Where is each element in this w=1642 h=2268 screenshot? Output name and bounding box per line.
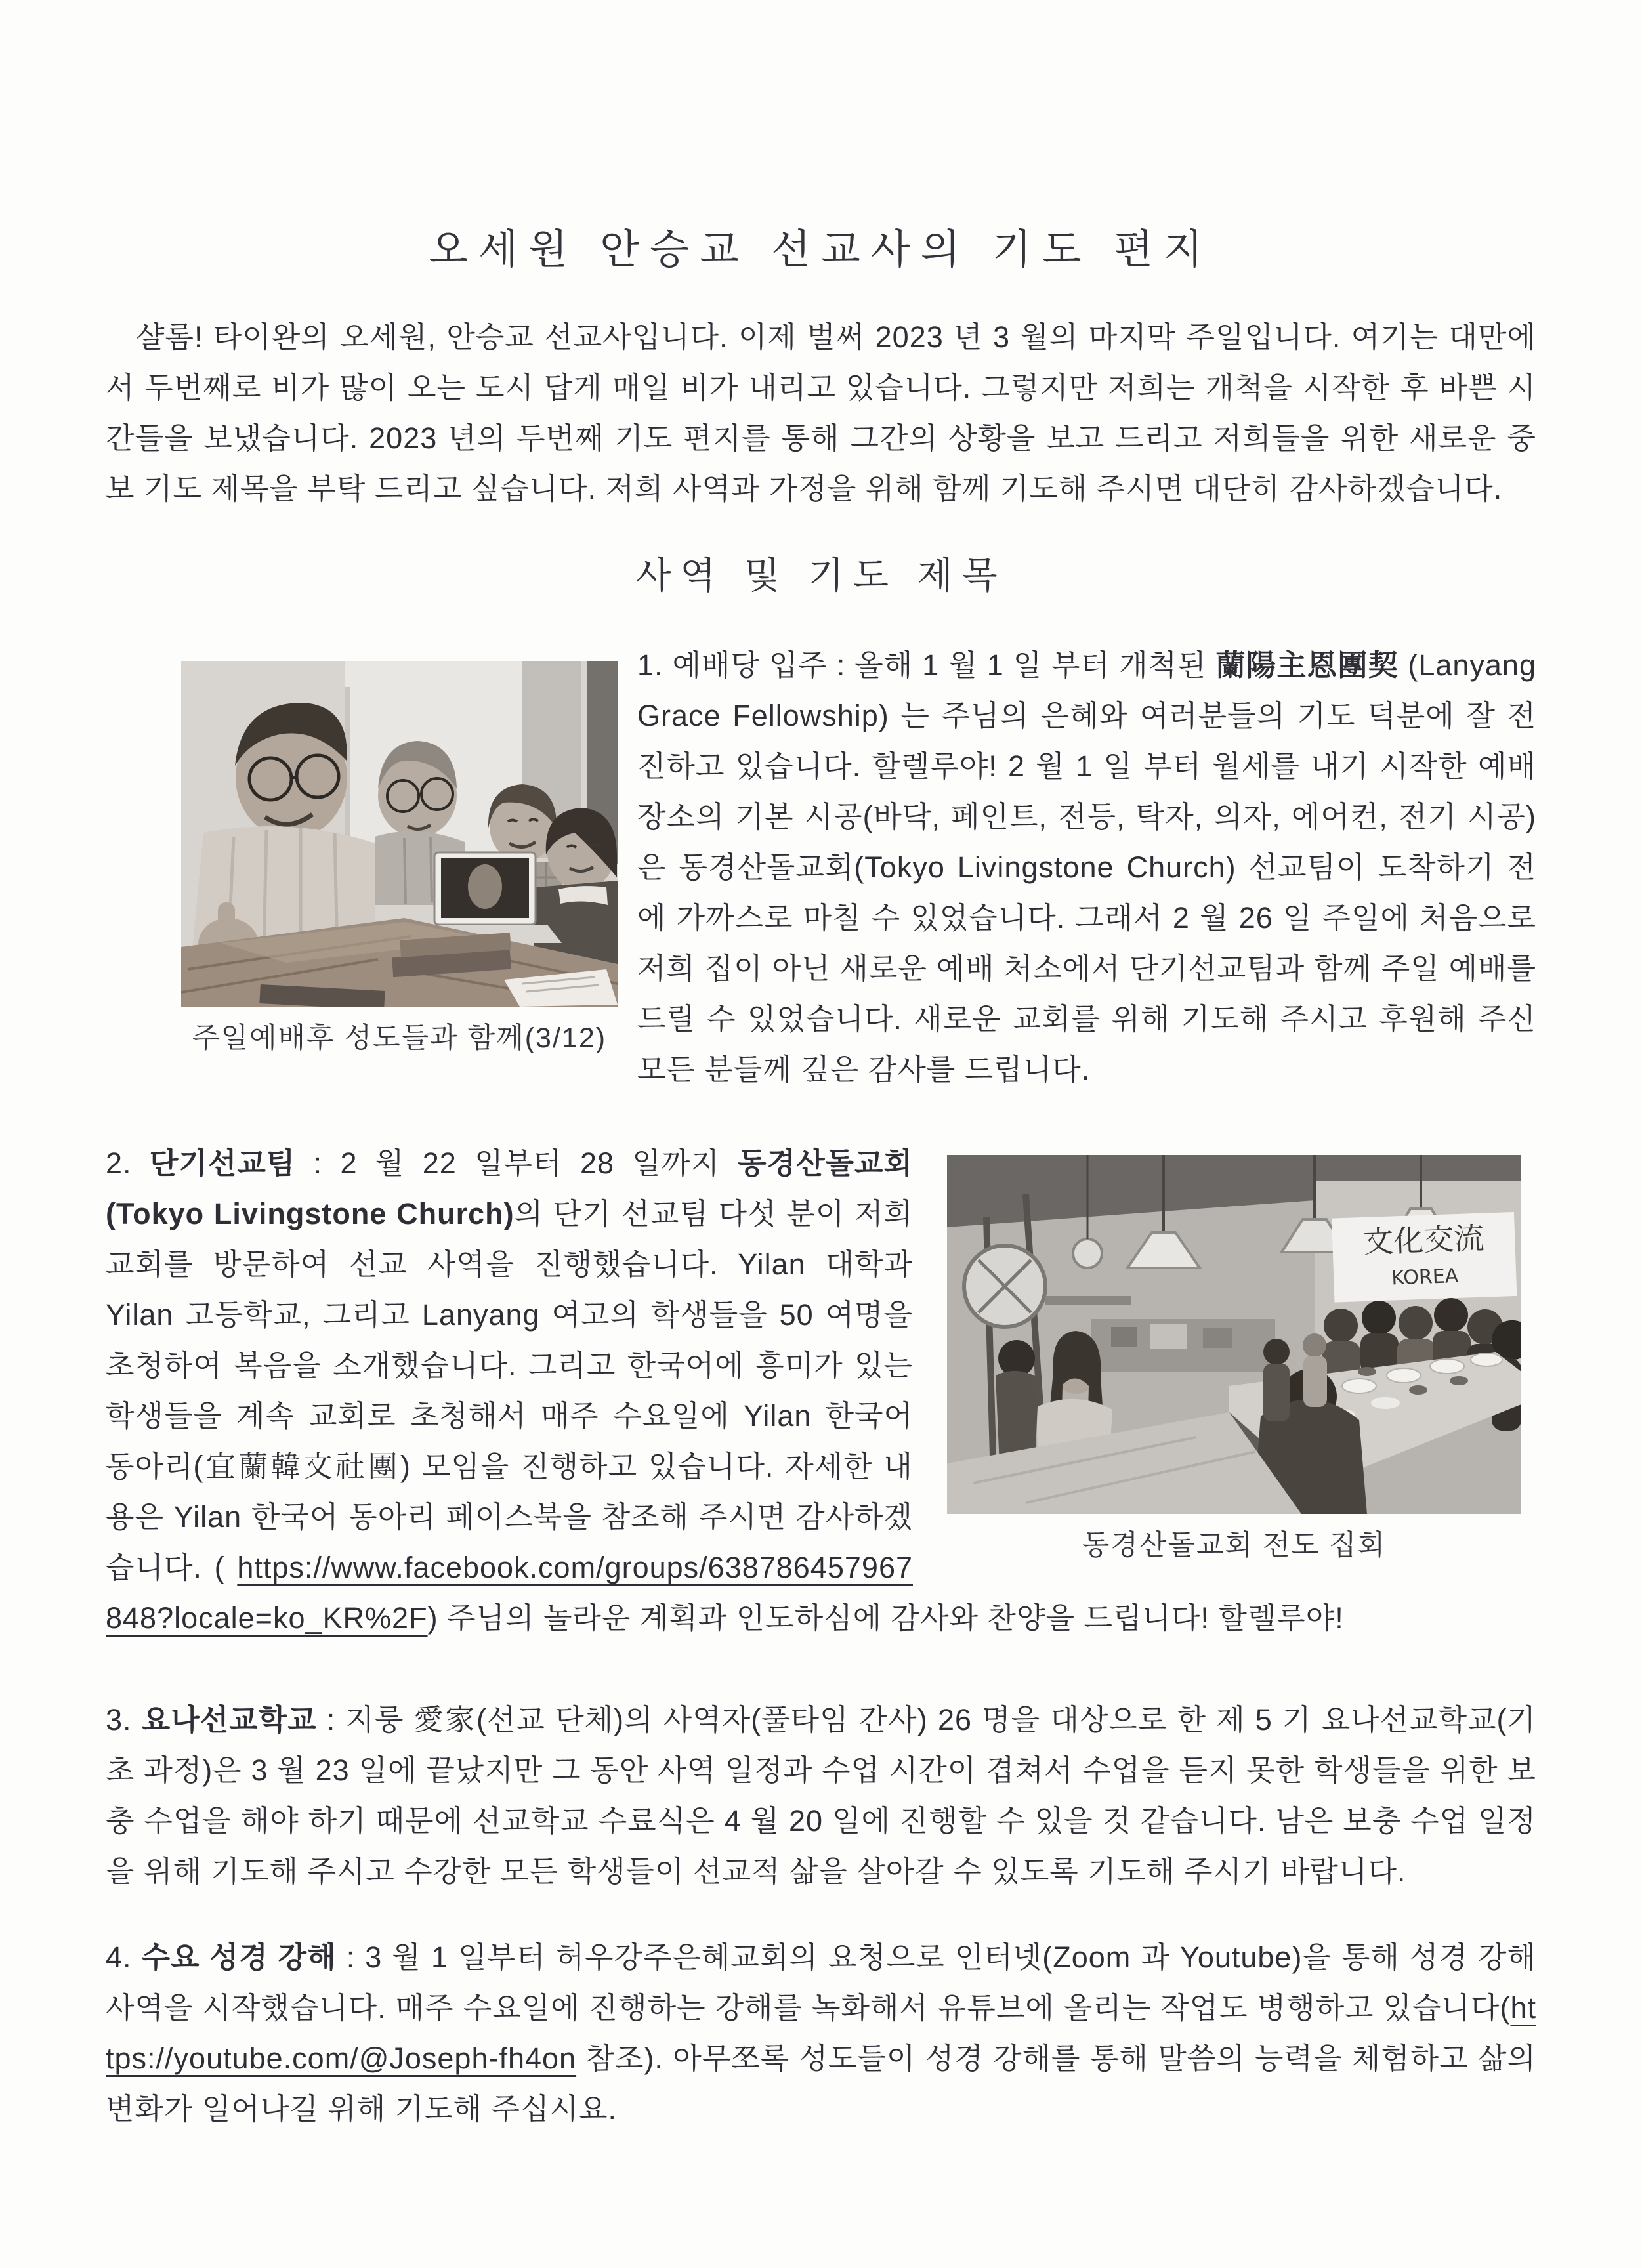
photo1-caption: 주일예배후 성도들과 함께(3/12) [192,1022,607,1054]
item-2-text-tail: ) 주님의 놀라운 계획과 인도하심에 감사와 찬양을 드립니다! 할렐루야! [427,1601,1344,1635]
item-2-church-name: 동경산돌교회(Tokyo Livingstone Church) [106,1146,913,1230]
item-4-number: 4. [106,1941,142,1974]
photo-evangelism-meeting-image [947,1155,1521,1514]
item-2-text-body: 의 단기 선교팀 다섯 분이 저희 교회를 방문하여 선교 사역을 진행했습니다. Yilan 대학과 Yilan 고등학교, 그리고 Lanyang 여고의 학생들을 50 여명을 초청하여 복음을 소개했습니다. 그리고 한국어에 흥미가 있는 학생들을 계속 교회로 초청해서 매주 수요일에 Yilan 한국어 동아리(宜蘭韓文社團) 모임을 진행하고 있습니다. 자세한 내용은 Yilan 한국어 동아리 페이스북을 참조해 주시면 감사하겠습니다. ( [106,1197,913,1584]
facebook-group-link[interactable]: https://www.facebook.com/groups/638786457967848?locale=ko_KR%2F [106,1551,913,1635]
photo2-block [913,1138,1536,1564]
photo2-caption: 동경산돌교회 전도 집회 [1082,1530,1387,1561]
item-4-heading: 수요 성경 강해 [141,1941,337,1974]
item-4-text-tail: 참조). 아무쪼록 성도들이 성경 강해를 통해 말씀의 능력을 체험하고 삶의 변화가 일어나길 위해 기도해 주십시요. [106,2042,1536,2126]
photo1-block [106,640,637,1057]
intro-paragraph: 샬롬! 타이완의 오세원, 안승교 선교사입니다. 이제 벌써 2023 년 3 월의 마지막 주일입니다. 여기는 대만에서 두번째로 비가 많이 오는 도시 답게 매일 비가 내리고 있습니다. 그렇지만 저희는 개척을 시작한 후 바쁜 시간들을 보냈습니다. 2023 년의 두번째 기도 편지를 통해 그간의 상황을 보고 드리고 저희들을 위한 새로운 중보 기도 제목을 부탁 드리고 싶습니다. 저희 사역과 가정을 위해 함께 기도해 주시면 대단히 감사하겠습니다. [106,320,1536,505]
page-title: 오세원 안승교 선교사의 기도 편지 [429,227,1213,272]
youtube-channel-link[interactable]: https://youtube.com/@Joseph-fh4on [106,1991,1536,2075]
item-1-section [106,640,1536,1095]
photo-sunday-worship [181,661,618,1007]
item-2-text-dates: : 2 월 22 일부터 28 일까지 [295,1146,738,1180]
item-4-section [106,1932,1536,2134]
section-heading: 사역 및 기도 제목 [635,555,1007,596]
item-3-heading: 요나선교학교 [141,1703,317,1736]
banner-text-main: 文化交流 [1362,1220,1485,1260]
banner-text-korea: KOREA [1391,1264,1459,1290]
photo-evangelism-meeting [947,1155,1521,1514]
item-1-text-body: (Lanyang Grace Fellowship) 는 주님의 은혜와 여러분들의 기도 덕분에 잘 전진하고 있습니다. 할렐루야! 2 월 1 일 부터 월세를 내기 시작한 예배 장소의 기본 시공(바닥, 페인트, 전등, 탁자, 의자, 에어컨, 전기 시공)은 동경산돌교회(Tokyo Livingstone Church) 선교팀이 도착하기 전에 가까스로 마칠 수 있었습니다. 그래서 2 월 26 일 주일에 처음으로 저희 집이 아닌 새로운 예배 처소에서 단기선교팀과 함께 주일 예배를 드릴 수 있었습니다. 새로운 교회를 위해 기도해 주시고 후원해 주신 모든 분들께 깊은 감사를 드립니다. [637,648,1536,1086]
item-1-text-lead: 1. 예배당 입주 : 올해 1 월 1 일 부터 개척된 [637,648,1216,682]
item-3-section [106,1694,1536,1897]
item-3-number: 3. [106,1703,142,1736]
photo-sunday-worship-image [181,661,618,1007]
item-2-heading: 단기선교팀 [149,1146,296,1180]
item-3-paragraph [106,1694,1536,1897]
item-2-section [106,1138,1536,1643]
item-1-church-name-hanja: 蘭陽主恩團契 [1215,648,1399,682]
item-4-text-body: : 3 월 1 일부터 허우강주은혜교회의 요청으로 인터넷(Zoom 과 Youtube)을 통해 성경 강해 사역을 시작했습니다. 매주 수요일에 진행하는 강해를 녹화해서 유튜브에 올리는 작업도 병행하고 있습니다( [106,1941,1536,2025]
item-3-text-body: : 지룽 愛家(선교 단체)의 사역자(풀타임 간사) 26 명을 대상으로 한 제 5 기 요나선교학교(기초 과정)은 3 월 23 일에 끝났지만 그 동안 사역 일정과 수업 시간이 겹쳐서 수업을 듣지 못한 학생들을 위한 보충 수업을 해야 하기 때문에 선교학교 수료식은 4 월 20 일에 진행할 수 있을 것 같습니다. 남은 보충 수업 일정을 위해 기도해 주시고 수강한 모든 학생들이 선교적 삶을 살아갈 수 있도록 기도해 주시기 바랍니다. [106,1703,1536,1888]
wall-banner [1332,1212,1517,1303]
item-2-number: 2. [106,1146,150,1180]
item-4-paragraph [106,1932,1536,2134]
